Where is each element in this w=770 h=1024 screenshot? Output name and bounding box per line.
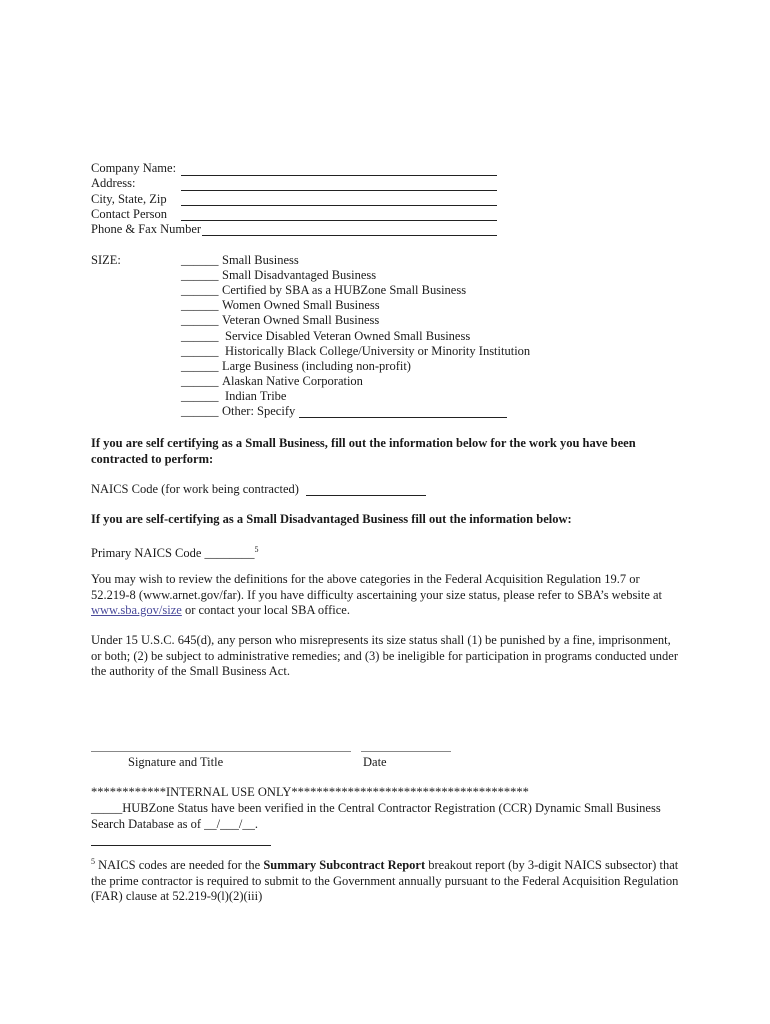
city-state-zip-label: City, State, Zip [91, 192, 167, 206]
penalty-paragraph: Under 15 U.S.C. 645(d), any person who misrepresents its size status shall (1) be punished by a fine, imprisonment, or both; (2) be subject to administrative remedies; and (3) be ineligible for participation in programs conducted under the authority of the Small Business Act. [91, 633, 678, 678]
primary-naics-field[interactable]: ________ [204, 546, 255, 561]
size-option-women-owned: Women Owned Small Business [222, 298, 380, 312]
address-label: Address: [91, 176, 136, 190]
size-blank-alaskan-native[interactable]: ______ [181, 374, 219, 388]
address-field[interactable] [181, 190, 497, 191]
size-option-sdvosb: Service Disabled Veteran Owned Small Business [225, 329, 471, 343]
size-blank-other[interactable]: ______ [181, 404, 219, 418]
phone-fax-label: Phone & Fax Number [91, 222, 202, 236]
primary-naics-label-text: Primary NAICS Code [91, 546, 202, 561]
contact-person-label: Contact Person [91, 207, 168, 221]
footnote-reference: 5 [254, 545, 259, 554]
company-name-field[interactable] [181, 175, 497, 176]
footnote-text-post: breakout report (by 3-digit NAICS subsector) that the prime contractor is required to submit to the Government annually pursuant to the Federal Acquisition Regulation (FAR) clause at 52.219-9(l)(2)(iii) [91, 858, 679, 904]
size-option-other: Other: Specify [222, 404, 296, 418]
hubzone-verified-line: _____HUBZone Status have been verified in the Central Contractor Registration (CCR) Dynamic Small Business [91, 801, 661, 815]
size-label: SIZE: [91, 253, 121, 267]
size-option-veteran-owned: Veteran Owned Small Business [222, 313, 380, 327]
internal-use-header: ************INTERNAL USE ONLY************************************** [91, 785, 529, 799]
size-blank-veteran-owned[interactable]: ______ [181, 313, 219, 327]
size-option-indian-tribe: Indian Tribe [225, 389, 287, 403]
footnote-report-name: Summary Subcontract Report [263, 858, 426, 873]
date-label: Date [363, 755, 387, 769]
size-blank-small-business[interactable]: ______ [181, 253, 219, 267]
company-name-label: Company Name: [91, 161, 177, 175]
size-blank-hubzone[interactable]: ______ [181, 283, 219, 297]
sba-size-link[interactable]: www.sba.gov/size [91, 603, 182, 617]
size-blank-large-business[interactable]: ______ [181, 359, 219, 373]
size-option-hubzone: Certified by SBA as a HUBZone Small Business [222, 283, 467, 297]
naics-code-field[interactable] [306, 495, 426, 496]
size-option-large-business: Large Business (including non-profit) [222, 359, 411, 373]
size-blank-sdb[interactable]: ______ [181, 268, 219, 282]
city-state-zip-field[interactable] [181, 205, 497, 206]
phone-fax-field[interactable] [202, 235, 497, 236]
size-option-small-business: Small Business [222, 253, 299, 267]
naics-code-label: NAICS Code (for work being contracted) [91, 482, 299, 496]
review-text-2: or contact your local SBA office. [181, 603, 350, 617]
primary-naics-label [91, 542, 259, 561]
size-blank-hbcu[interactable]: ______ [181, 344, 219, 358]
footnote-mark: 5 [91, 857, 95, 866]
small-business-heading: If you are self certifying as a Small Business, fill out the information below for the work you have been contracted to perform: [91, 436, 636, 466]
size-option-alaskan-native: Alaskan Native Corporation [222, 374, 363, 388]
signature-label: Signature and Title [128, 755, 224, 769]
signature-field[interactable] [91, 751, 351, 752]
size-option-sdb: Small Disadvantaged Business [222, 268, 377, 282]
footnote-text-pre: NAICS codes are needed for the [95, 858, 264, 873]
footnote-divider [91, 845, 271, 846]
search-database-line: Search Database as of __/___/__. [91, 817, 258, 831]
sdb-heading: If you are self-certifying as a Small Disadvantaged Business fill out the information below: [91, 512, 572, 526]
size-blank-women-owned[interactable]: ______ [181, 298, 219, 312]
contact-person-field[interactable] [181, 220, 497, 221]
size-blank-sdvosb[interactable]: ______ [181, 329, 219, 343]
other-specify-field[interactable] [299, 417, 507, 418]
review-paragraph [91, 572, 681, 619]
size-blank-indian-tribe[interactable]: ______ [181, 389, 219, 403]
size-option-hbcu: Historically Black College/University or Minority Institution [225, 344, 531, 358]
review-text-1: You may wish to review the definitions for the above categories in the Federal Acquisition Regulation 19.7 or 52.219-8 (www.arnet.gov/far). If you have difficulty ascertaining your size status, please refer to SBA’s website at [91, 572, 663, 602]
date-field[interactable] [361, 751, 451, 752]
footnote [91, 854, 681, 905]
